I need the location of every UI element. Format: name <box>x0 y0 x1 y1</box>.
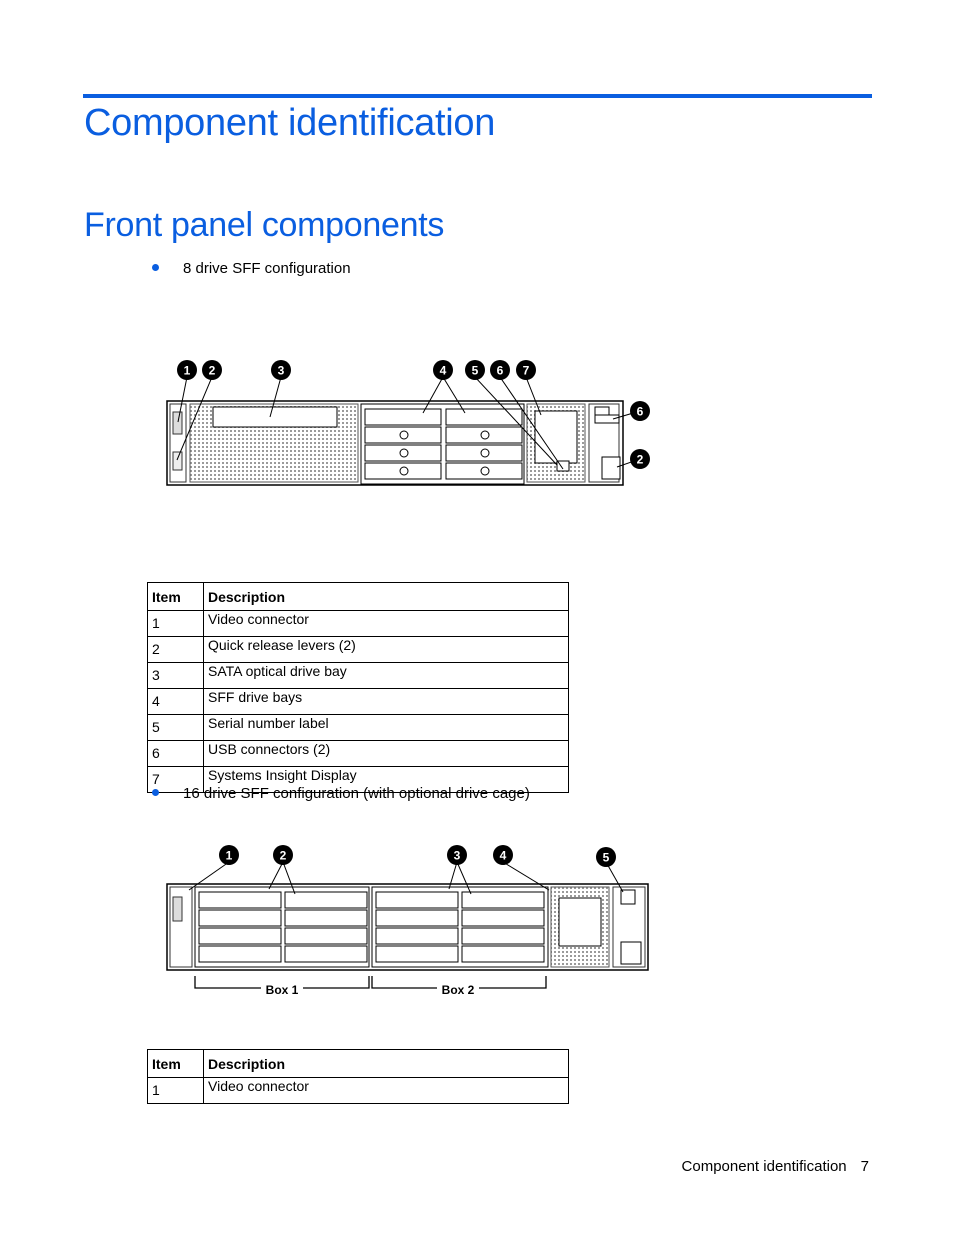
bullet-dot-icon <box>152 264 159 271</box>
table-row: 7 Systems Insight Display <box>148 767 569 793</box>
header-description: Description <box>204 1050 569 1078</box>
figure-8-drive-front-panel <box>165 357 644 489</box>
svg-text:1: 1 <box>225 848 233 863</box>
header-description: Description <box>204 583 569 611</box>
svg-text:2: 2 <box>279 848 287 863</box>
header-item: Item <box>148 583 204 611</box>
svg-text:6: 6 <box>636 404 644 419</box>
chassis <box>167 401 623 485</box>
svg-text:4: 4 <box>439 363 447 378</box>
svg-text:5: 5 <box>602 850 610 865</box>
svg-text:2: 2 <box>636 452 644 467</box>
header-item: Item <box>148 1050 204 1078</box>
callout-1 <box>177 360 197 380</box>
svg-text:7: 7 <box>522 363 530 378</box>
callout-3 <box>447 845 467 865</box>
table-row: 4 SFF drive bays <box>148 689 569 715</box>
callout-1 <box>219 845 239 865</box>
callouts-fig2 <box>219 845 616 867</box>
items-table-8-drive <box>147 582 569 793</box>
chassis <box>167 884 648 970</box>
callout-5 <box>465 360 485 380</box>
callout-4 <box>433 360 453 380</box>
table-row: 6 USB connectors (2) <box>148 741 569 767</box>
page-number: 7 <box>860 1158 869 1175</box>
table-row: 3 SATA optical drive bay <box>148 663 569 689</box>
svg-text:6: 6 <box>496 363 504 378</box>
callout-2-right <box>630 449 650 469</box>
bullet-8-drive <box>152 260 351 277</box>
table-row: 2 Quick release levers (2) <box>148 637 569 663</box>
callout-2 <box>202 360 222 380</box>
table-row: 5 Serial number label <box>148 715 569 741</box>
callout-5 <box>596 847 616 867</box>
systems-insight-display <box>559 898 601 946</box>
table-row: 1 Video connector <box>148 611 569 637</box>
bullet-text: 16 drive SFF configuration (with optional drive cage) <box>183 785 530 802</box>
box-brackets <box>195 976 546 997</box>
figure-16-drive-front-panel <box>165 842 655 1002</box>
callout-6-right <box>630 401 650 421</box>
svg-text:3: 3 <box>277 363 285 378</box>
callout-3 <box>271 360 291 380</box>
box-2-label: Box 2 <box>441 983 475 997</box>
power-button-icon <box>621 890 635 904</box>
chapter-rule <box>83 94 872 98</box>
footer-label: Component identification <box>681 1158 847 1175</box>
svg-text:5: 5 <box>471 363 479 378</box>
release-lever-right <box>602 457 620 479</box>
optical-drive-bay <box>213 407 337 427</box>
usb-ports <box>595 415 619 423</box>
callout-7 <box>516 360 536 380</box>
video-connector-port <box>173 897 182 921</box>
release-lever-right <box>621 942 641 964</box>
svg-text:2: 2 <box>208 363 216 378</box>
callout-2 <box>273 845 293 865</box>
svg-text:1: 1 <box>183 363 191 378</box>
table-header-row <box>148 1050 569 1078</box>
release-lever-left <box>173 452 182 470</box>
svg-text:3: 3 <box>453 848 461 863</box>
table-row: 1 Video connector <box>148 1078 569 1104</box>
callout-6 <box>490 360 510 380</box>
box-1-label: Box 1 <box>265 983 299 997</box>
page-footer <box>682 1158 869 1175</box>
table-header-row <box>148 583 569 611</box>
chapter-title: Component identification <box>84 102 496 144</box>
items-table-16-drive <box>147 1049 569 1104</box>
video-connector-port <box>173 412 182 434</box>
bullet-16-drive <box>152 785 530 802</box>
bullet-dot-icon <box>152 789 159 796</box>
section-title: Front panel components <box>84 206 445 244</box>
bullet-text: 8 drive SFF configuration <box>183 260 351 277</box>
callout-4 <box>493 845 513 865</box>
svg-text:4: 4 <box>499 848 507 863</box>
